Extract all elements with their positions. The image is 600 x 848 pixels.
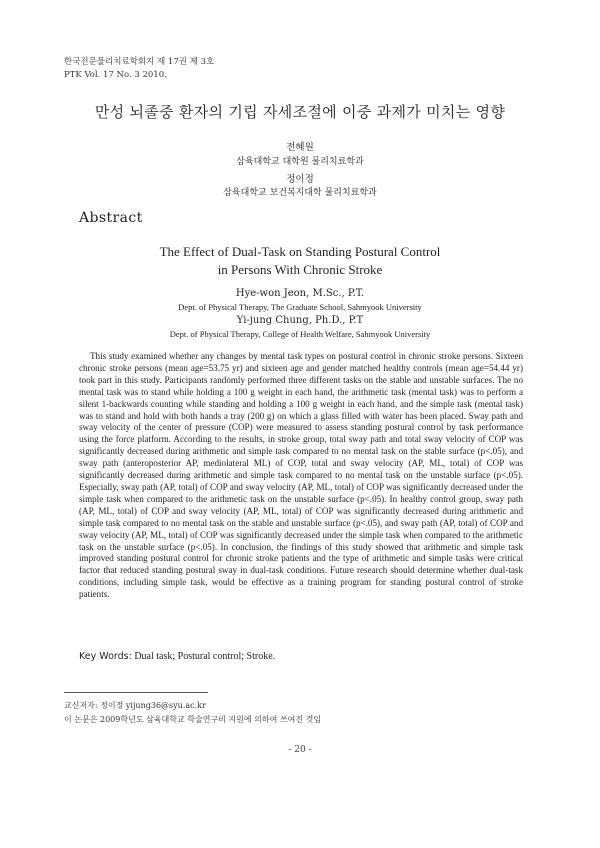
english-affiliation-2: Dept. of Physical Therapy, College of Health Welfare, Sahmyook University [169,329,431,339]
english-affiliation-1: Dept. of Physical Therapy, The Graduate School, Sahmyook University [178,302,422,312]
abstract-heading: Abstract [79,210,143,226]
english-author-2: Yi-jung Chung, Ph.D., P.T [236,315,364,326]
korean-author-2: 정이정 [286,174,314,185]
english-author-1: Hye-won Jeon, M.Sc., P.T. [235,288,365,299]
footnote-corresponding-author: 교신저자: 정이정 yijung36@syu.ac.kr [64,701,206,710]
keywords-value: Dual task; Postural control; Stroke. [134,651,276,662]
footnote-divider [64,692,208,693]
journal-line-english: PTK Vol. 17 No. 3 2010. [64,70,167,80]
page-number: - 20 - [288,745,312,755]
korean-affiliation-1: 삼육대학교 대학원 물리치료학과 [236,157,364,167]
keywords-label: Key Words: [79,651,132,662]
english-title-line-2: in Persons With Chronic Stroke [217,262,383,277]
english-title-line-1: The Effect of Dual-Task on Standing Postural Control [159,244,441,259]
english-title [0,243,600,279]
abstract-body: This study examined whether any changes by mental task types on postural control in chronic stroke persons. Sixteen chronic stroke persons (mean age=53.75 yr) and sixteen age and gender matched healthy controls (mean age=54.44 yr) took part in this study. Participants randomly performed three different tasks on the stable and unstable surfaces. The no mental task was to stand while holding a 100 g weight in each hand, the arithmetic task (mental task) was to perform a silent 1-backwards counting while standing and holding a 100 g weight in each hand, and the simple task (mental task) was to stand and hold with both hands a tray (200 g) on which a glass filled with water has been placed. Sway path and sway velocity of the center of pressure (COP) were measured to assess standing postural control by task performance using the force platform. According to the results, in stroke group, total sway path and total sway velocity of COP was significantly decreased during arithmetic and simple task compared to no mental task on the stable surface (p<.05), and sway path (anteroposterior AP, mediolateral ML) of COP, total and sway velocity (AP, ML, total) of COP was significantly decreased during arithmetic and simple task compared to no mental task on the unstable surface (p<.05). Especially, sway path (AP, total) of COP and sway velocity (AP, ML, total) of COP was significantly decreased under the simple task when compared to the arithmetic task on the unstable surface (p<.05). In healthy control group, sway path (AP, ML, total) of COP and sway velocity (AP, ML, total) of COP was significantly decreased during arithmetic and simple task compared to no mental task on the stable and unstable surface (p<.05), and sway path (AP, total) of COP and sway velocity (AP, ML, total) of COP was significantly decreased under the simple task when compared to the arithmetic task on the unstable surface (p<.05). In conclusion, the findings of this study showed that arithmetic and simple task improved standing postural control for chronic stroke patients and the type of arithmetic and simple tasks were critical factor that reduced standing postural sway in dual-task conditions. Future research should determine whether dual-task conditions, including simple task, would be effective as a training program for standing postural control of stroke patients. [79,351,523,600]
keywords [79,651,275,662]
korean-author-1: 전혜원 [286,142,314,153]
korean-title: 만성 뇌졸중 환자의 기립 자세조절에 이중 과제가 미치는 영향 [94,103,506,121]
footnote-funding: 이 논문은 2009학년도 삼육대학교 학술연구비 지원에 의하여 쓰여진 것임 [64,715,322,724]
journal-header [64,56,214,82]
journal-line-korean: 한국전문물리치료학회지 제 17권 제 3호 [64,57,215,67]
korean-affiliation-2: 삼육대학교 보건복지대학 물리치료학과 [223,188,377,198]
